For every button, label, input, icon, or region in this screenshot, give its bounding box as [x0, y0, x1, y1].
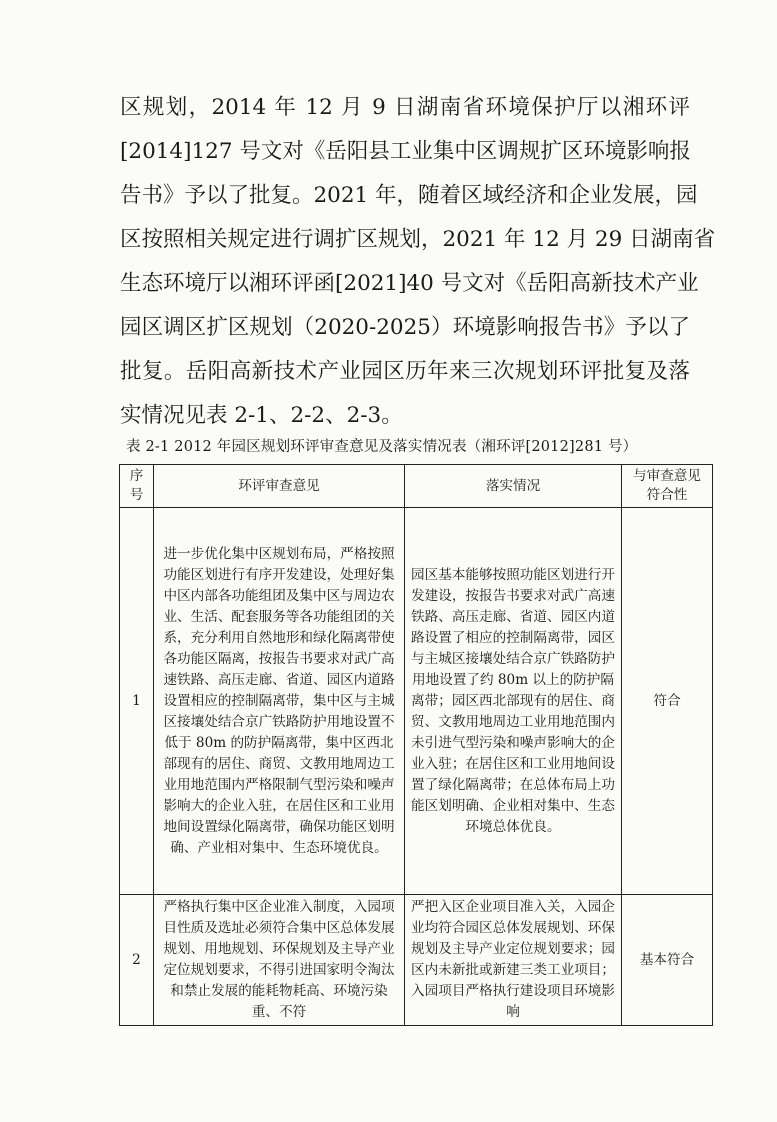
- header-serial-number: 序号: [120, 465, 154, 508]
- paragraph-line: 园区调区扩区规划（2020-2025）环境影响报告书》予以了: [120, 315, 690, 340]
- paragraph-line: 告书》予以了批复。2021 年，随着区域经济和企业发展，园: [120, 183, 698, 208]
- header-review-opinion: 环评审查意见: [154, 465, 405, 508]
- compliance-cell: 基本符合: [622, 895, 713, 1026]
- header-compliance: 与审查意见符合性: [622, 465, 713, 508]
- paragraph-line: 区按照相关规定进行调扩区规划，2021 年 12 月 29 日湖南省: [120, 227, 716, 252]
- table-row: [120, 508, 713, 895]
- implementation-status-cell: 园区基本能够按照功能区划进行开发建设，按报告书要求对武广高速铁路、高压走廊、省道、园区内道路设置了相应的控制隔离带，园区与主城区接壤处结合京广铁路防护用地设置了约 80m 以上的防护隔离带；园区西北部现有的居住、商贸、文教用地周边工业用地范围内未引进气型污染和噪声影响大的企业入驻；在居住区和工业用地间设置了绿化隔离带；在总体布局上功能区划明确、企业相对集中、生态环境总体优良。: [405, 508, 622, 895]
- paragraph-line: 生态环境厅以湘环评函[2021]40 号文对《岳阳高新技术产业: [120, 271, 699, 296]
- implementation-status-cell: 严把入区企业项目准入关，入园企业均符合园区总体发展规划、环保规划及主导产业定位规划要求；园区内未新批或新建三类工业项目；入园项目严格执行建设项目环境影响: [405, 895, 622, 1026]
- compliance-cell: 符合: [622, 508, 713, 895]
- paragraph-line: 批复。岳阳高新技术产业园区历年来三次规划环评批复及落: [120, 359, 690, 384]
- table-header-row: [120, 465, 713, 508]
- review-opinion-cell: 进一步优化集中区规划布局，严格按照功能区划进行有序开发建设，处理好集中区内部各功能组团及集中区与周边农业、生活、配套服务等各功能组团的关系，充分利用自然地形和绿化隔离带使各功能区隔离，按报告书要求对武广高速铁路、高压走廊、省道、园区内道路设置相应的控制隔离带，集中区与主城区接壤处结合京广铁路防护用地设置不低于 80m 的防护隔离带，集中区西北部现有的居住、商贸、文教用地周边工业用地范围内严格限制气型污染和噪声影响大的企业入驻，在居住区和工业用地间设置绿化隔离带，确保功能区划明确、产业相对集中、生态环境优良。: [154, 508, 405, 895]
- table-row: [120, 895, 713, 1026]
- paragraph-line: [2014]127 号文对《岳阳县工业集中区调规扩区环境影响报: [120, 139, 691, 164]
- review-opinion-cell: 严格执行集中区企业准入制度，入园项目性质及选址必须符合集中区总体发展规划、用地规划、环保规划及主导产业定位规划要求，不得引进国家明令淘汰和禁止发展的能耗物耗高、环境污染重、不符: [154, 895, 405, 1026]
- row-number: 1: [120, 508, 154, 895]
- header-implementation-status: 落实情况: [405, 465, 622, 508]
- body-paragraph: [120, 86, 716, 438]
- row-number: 2: [120, 895, 154, 1026]
- paragraph-line: 区规划，2014 年 12 月 9 日湖南省环境保护厅以湘环评: [120, 95, 690, 120]
- review-opinion-table: [119, 464, 713, 1026]
- paragraph-line: 实情况见表 2-1、2-2、2-3。: [120, 403, 403, 428]
- table-caption: 表 2-1 2012 年园区规划环评审查意见及落实情况表（湘环评[2012]281 号）: [126, 439, 638, 455]
